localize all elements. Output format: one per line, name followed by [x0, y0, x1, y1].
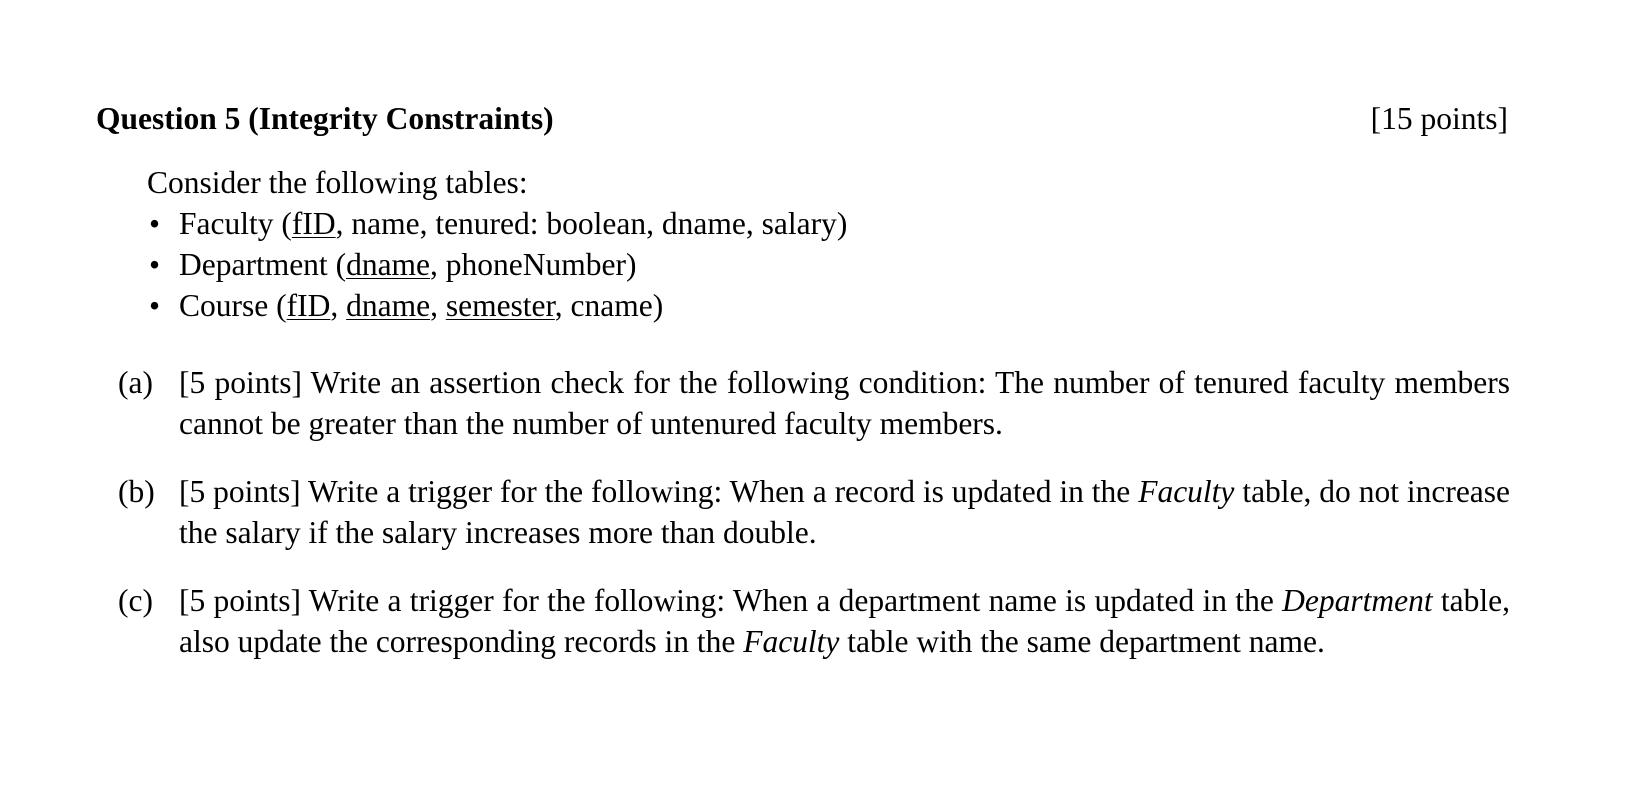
part-points: [5 points] [179, 474, 301, 509]
table-reference: Faculty [1138, 474, 1235, 509]
attribute-key: dname [346, 247, 431, 282]
part-text [179, 362, 1510, 444]
attribute: name [351, 206, 420, 241]
table-reference: Department [1282, 583, 1433, 618]
part-body: Write a trigger for the following: When a department name is updated in the [308, 583, 1274, 618]
attribute: cname [570, 288, 653, 323]
part-label: (b) [118, 474, 155, 509]
attribute-key: dname [346, 288, 431, 323]
part-body: Write a trigger for the following: When a record is updated in the [307, 474, 1131, 509]
question-points: [15 points] [1370, 101, 1508, 136]
part-label: (c) [118, 583, 153, 618]
part-points: [5 points] [179, 583, 302, 618]
attribute-key: semester [445, 288, 555, 323]
part-text [179, 580, 1510, 662]
table-reference: Faculty [743, 624, 840, 659]
part-b [118, 471, 1510, 553]
part-a [118, 362, 1510, 444]
part-c [118, 580, 1510, 662]
part-points: [5 points] [179, 365, 302, 400]
question-header [96, 100, 1508, 138]
part-label: (a) [118, 365, 153, 400]
attribute-key: fID [291, 206, 336, 241]
intro-section [147, 162, 847, 326]
part-body: table, also update the corresponding records in the [179, 583, 1510, 659]
question-parts [118, 362, 1510, 689]
part-text [179, 471, 1510, 553]
part-body: Write an assertion check for the following condition: The number of tenured faculty members cannot be greater than the number of untenured faculty members. [179, 365, 1510, 441]
question-title: Question 5 (Integrity Constraints) [96, 101, 554, 136]
attribute-key: fID [286, 288, 331, 323]
attribute: salary [761, 206, 837, 241]
intro-text: Consider the following tables: [147, 165, 528, 200]
table-name: Faculty [179, 206, 274, 241]
table-schema-list [147, 203, 847, 326]
schema-department: • Department (dname, phoneNumber) [147, 244, 847, 285]
part-body: table, do not increase the salary if the salary increases more than double. [179, 474, 1511, 550]
table-name: Course [179, 288, 269, 323]
part-body: table with the same department name. [847, 624, 1325, 659]
schema-faculty: • Faculty (fID, name, tenured: boolean, dname, salary) [147, 203, 847, 244]
attribute: tenured: boolean [435, 206, 647, 241]
table-name: Department [179, 247, 328, 282]
schema-course: • Course (fID, dname, semester, cname) [147, 285, 847, 326]
attribute: dname [661, 206, 746, 241]
attribute: phoneNumber [445, 247, 626, 282]
